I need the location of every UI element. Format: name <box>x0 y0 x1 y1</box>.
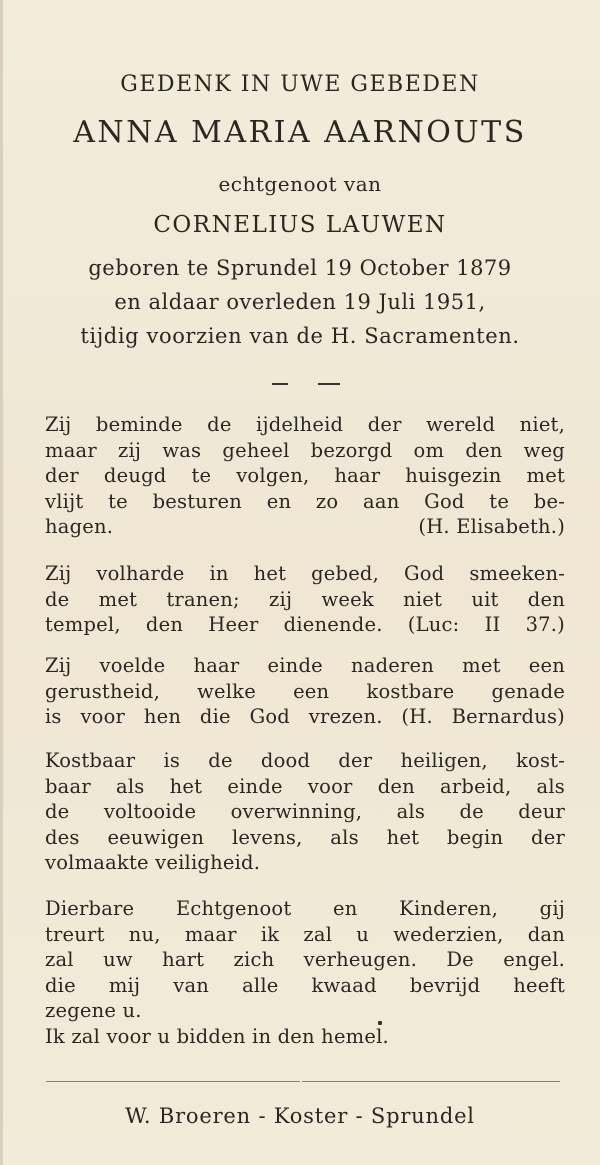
paragraph-line: der deugd te volgen, haar huisgezin met <box>45 464 565 487</box>
paragraph-line: de voltooide overwinning, als de deur <box>45 800 565 823</box>
paragraph-line: tempel, den Heer dienende. (Luc: II 37.) <box>45 613 565 636</box>
footer-rule <box>302 1081 560 1082</box>
footer-rule <box>46 1081 300 1082</box>
paragraph-precious-death <box>45 748 565 876</box>
spouse-label: echtgenoot van <box>218 172 382 196</box>
paragraph-line: zal uw hart zich verheugen. De engel. <box>45 948 565 971</box>
paragraph-line-left: hagen. <box>45 515 114 538</box>
print-speck <box>378 1021 382 1025</box>
printer-imprint: W. Broeren - Koster - Sprundel <box>125 1104 475 1128</box>
paragraph-line: zegene u. <box>45 999 142 1022</box>
paragraph-elisabeth <box>45 412 565 540</box>
sacraments-line: tijdig voorzien van de H. Sacramenten. <box>80 324 520 348</box>
paragraph-line: Dierbare Echtgenoot en Kinderen, gij <box>45 897 565 920</box>
paragraph-line: treurt nu, maar ik zal u wederzien, dan <box>45 922 565 946</box>
paragraph-line: Kostbaar is de dood der heiligen, kost- <box>45 749 565 772</box>
deceased-name: ANNA MARIA AARNOUTS <box>73 115 527 150</box>
paragraph-line: Zij voelde haar einde naderen met een <box>45 654 565 677</box>
paragraph-line: Zij beminde de ijdelheid der wereld niet, <box>45 413 565 436</box>
paragraph-line: des eeuwigen levens, als het begin der <box>45 825 565 849</box>
paragraph-line: Zij volharde in het gebed, God smeeken- <box>45 562 565 585</box>
paragraph-luke <box>45 561 565 638</box>
paragraph-line: baar als het einde voor den arbeid, als <box>45 774 565 798</box>
spouse-name: CORNELIUS LAUWEN <box>153 212 447 238</box>
birth-line: geboren te Sprundel 19 October 1879 <box>88 256 512 280</box>
divider-dash <box>318 383 340 385</box>
paragraph-line: die mij van alle kwaad bevrijd heeft <box>45 973 565 997</box>
divider-dash <box>272 383 288 385</box>
paragraph-line: vlijt te besturen en zo aan God te be- <box>45 489 565 513</box>
paragraph-bernardus <box>45 653 565 730</box>
paragraph-line: is voor hen die God vrezen. (H. Bernardus) <box>45 705 565 728</box>
paragraph-line: de met tranen; zij week niet uit den <box>45 587 565 611</box>
paragraph-line: Ik zal voor u bidden in den hemel. <box>45 1024 389 1048</box>
paragraph-line: maar zij was geheel bezorgd om den weg <box>45 438 565 462</box>
paragraph-farewell <box>45 896 565 1049</box>
paragraph-line: volmaakte veiligheid. <box>45 851 261 874</box>
heading-remember: GEDENK IN UWE GEBEDEN <box>120 72 480 97</box>
death-line: en aldaar overleden 19 Juli 1951, <box>114 290 486 314</box>
paragraph-line: gerustheid, welke een kostbare genade <box>45 679 565 703</box>
paragraph-line-split <box>45 514 565 540</box>
citation: (H. Elisabeth.) <box>418 515 565 538</box>
